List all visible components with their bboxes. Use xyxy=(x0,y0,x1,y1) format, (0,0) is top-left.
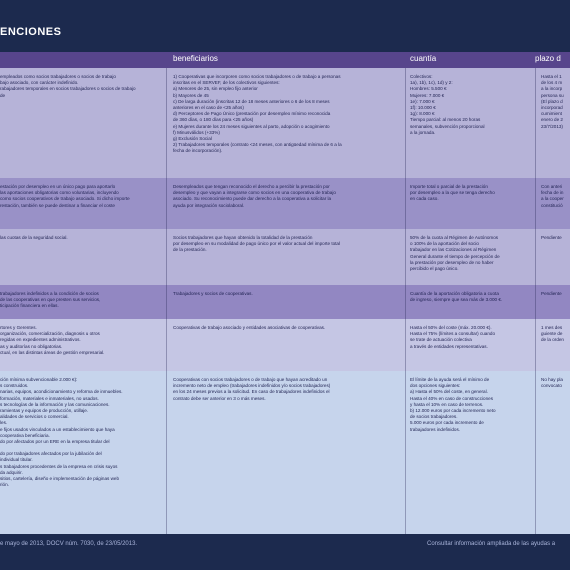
row1-amount: Colectivos: 1a), 1b), 1c), 1d) y 2: Hombres: 5.500 € Mujeres: 7.000 € 1e): 7.000 € 1f): 10.000 € 1g): 8.000 € Tiempo parcial: al menos 20 horas semanales, subvención proporcional a la jornada. xyxy=(410,74,485,135)
row3-deadline: Pendiente xyxy=(541,235,562,240)
table-header xyxy=(0,52,570,68)
footer-reference: e mayo de 2013, DOCV núm. 7030, de 23/05/2013. xyxy=(0,541,138,547)
table-row xyxy=(0,68,570,178)
page-title: ENCIONES xyxy=(0,26,62,38)
row2-deadline: Con anteri fecha de in a la cooper constitució xyxy=(541,184,564,208)
row6-deadline: No hay pla convocato xyxy=(541,377,563,389)
table-row xyxy=(0,371,570,534)
row1-requirement: empleados como socios trabajadores o socios de trabajo bajo asociado, con carácter indefinido. rabajadores temporales en socios trabajadores o socios de trabajo de xyxy=(0,74,136,98)
row5-deadline: 1 mes des guiente de de la orden xyxy=(541,325,564,343)
row3-amount: 50% de la cuota al Régimen de Autónomos o 100% de la aportación del socio trabajador en las Cotizaciones al Régimen General durante el tiempo de percepción de la prestación por desempleo de no haber percibido el pago único. xyxy=(410,235,500,271)
row2-requirement: estación por desempleo en un único pago para aportarlo las aportaciones obligatorias como voluntarias, incluyendo como socios cooperativos de trabajo asociado. Si dicho importe restación, también se puede destinar a financiar el coste xyxy=(0,184,130,208)
row3-requirement: las cuotas de la seguridad social. xyxy=(0,235,68,240)
row1-beneficiaries: 1) Cooperativas que incorporen como socios trabajadores o de trabajo a personas inscritas en el SERVEF, de los colectivos siguientes: a) Menores de 25, sin empleo fijo anterior b) Mayores de 45 c) De larga duración (inscritas 12 de 18 meses anteriores o 6 de los 8 meses anteriores en el caso de <25 años) d) Perceptores de Pago Único (prestación por desempleo mínimo reconocida de 360 días, o 180 días para <25 años) e) Mujeres durante los 24 meses siguientes al parto, adopción o acogimiento f) Minusválidos (+33%) g) Exclusión Social 2) Trabajadores temporales (contrato <24 meses, con antigüedad mínima de 6 a la fecha de incorporación). xyxy=(173,74,342,154)
table-row xyxy=(0,178,570,229)
row3-beneficiaries: Socios trabajadores que hayan obtenido la totalidad de la prestación por desempleo en su modalidad de pago único por el valor actual del importe total de la prestación. xyxy=(173,235,341,253)
row6-requirement: ción mínima subvencionable 2.000 €): s construidos. narias, equipos, acondicionamiento y reforma de inmuebles. formación, materiales e inmateriales, no usados. s tecnologías de la información y las comunicaciones. ramientas y equipos de producción, utillaje. alidades de servicios o comercial. les. e fijos usados vinculados a un establecimiento que haya cooperativa beneficiaria. do por afectados por un ERE en la empresa titular del do por trabajadores afectados por la jubilación del individual titular. s trabajadores procedentes de la empresa en crisis suyos da adquirir. sitios, cartelería, diseño e implementación de páginas web rión. xyxy=(0,377,123,488)
column-divider xyxy=(405,68,406,534)
table-row xyxy=(0,229,570,285)
row1-deadline: Hasta el 1 de los 4 m a la incorp persona su (El plazo d incorporad cumimient enero de 2 23/7/2013) xyxy=(541,74,564,129)
row6-beneficiaries: Cooperativas con socios trabajadores o de trabajo que hayan acreditado un incremento neto de empleo (trabajadores indefinidos y/o socios trabajadores) en los 24 meses previos a la solicitud. En caso de trabajadores indefinidos el contrato debe ser anterior en 3 o más meses. xyxy=(173,377,331,401)
row2-beneficiaries: Desempleados que tengan reconocido el derecho a percibir la prestación por desempleo y que vayan a integrarse como socios en una cooperativa de trabajo asociado. Su reconocimiento puede dar derecho a la cooperativa a solicitar la ayuda por integración sociolaboral. xyxy=(173,184,336,208)
table-row xyxy=(0,319,570,371)
table-row xyxy=(0,285,570,319)
row5-beneficiaries: Cooperativas de trabajo asociado y entidades asociativas de cooperativas. xyxy=(173,325,326,330)
footer-more-info-link[interactable]: Consultar información ampliada de las ayudas a xyxy=(427,541,556,547)
column-divider xyxy=(535,68,536,534)
header-plazo: plazo d xyxy=(535,54,561,63)
header-cuantia: cuantía xyxy=(410,54,437,63)
row4-amount: Cuantía de la aportación obligatoria a cuota de ingreso, siempre que sea más de 3.000 €. xyxy=(410,291,503,303)
header-beneficiarios: beneficiarios xyxy=(173,54,218,63)
row4-beneficiaries: Trabajadores y socios de cooperativas. xyxy=(173,291,253,296)
row5-amount: Hasta el 50% del coste (máx. 20.000 €). Hasta el 75% (límites a consultar) cuando se trate de actuación colectiva a través de entidades representativas. xyxy=(410,325,496,349)
row4-deadline: Pendiente xyxy=(541,291,562,296)
row6-amount: El límite de la ayuda será el mínimo de dos opciones siguientes: a) Hasta el 50% del coste, en general. Hasta el 40% en caso de construcciones y hasta el 10% en caso de terrenos. b) 12.000 euros por cada incremento neto de socios trabajadores. 5.000 euros por cada incremento de trabajadores indefinidos. xyxy=(410,377,496,432)
row2-amount: Importe total o parcial de la prestación por desempleo a la que se tenga derecho en cada caso. xyxy=(410,184,495,202)
row5-requirement: rtores y Gerentes. organización, comercialización, diagnosis u otros regidas en expedientes administrativos. as y auditorías no obligatorias. ctual, en las distintas áreas de gestión empresarial. xyxy=(0,325,105,355)
column-divider xyxy=(166,68,167,534)
row4-requirement: trabajadores indefinidos a la condición de socios de las cooperativas en que presten sus servicios, ticipación financiera en ellas. xyxy=(0,291,101,309)
